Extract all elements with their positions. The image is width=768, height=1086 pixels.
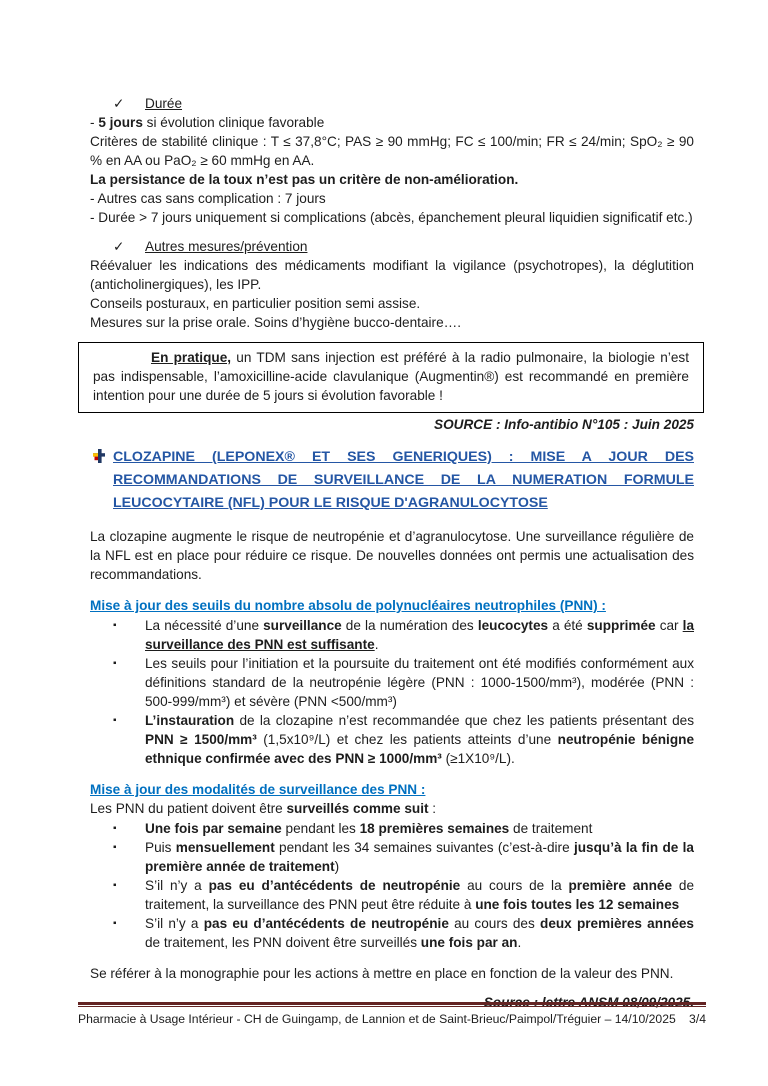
paragraph-reevaluer: Réévaluer les indications des médicaments modifiant la vigilance (psychotropes), la déglutition (anticholinergiques), les IPP. (90, 258, 694, 292)
square-bullet-icon: ▪ (113, 658, 117, 669)
text-run: mensuellement (175, 840, 275, 855)
list-item (113, 616, 695, 654)
text-run: supprimée (586, 618, 656, 633)
en-pratique-box (78, 342, 704, 413)
text-run: . (517, 935, 522, 950)
checkmark-icon: ✓ (113, 239, 125, 254)
list-item-text (145, 618, 694, 652)
text-run: (≥1X10⁹/L). (441, 751, 515, 766)
text-run: au cours des (448, 916, 541, 931)
spacer (90, 227, 694, 237)
text-run: S’il n’y a (145, 878, 209, 893)
text-run: S’il n’y a (145, 916, 204, 931)
text-run: 18 premières semaines (359, 821, 510, 836)
en-pratique-text (93, 348, 689, 405)
square-bullet-icon: ▪ (113, 842, 117, 853)
text-run: - (90, 115, 99, 130)
text-run: un TDM sans injection est préféré à la radio pulmonaire, la biologie n’est pas indispensable, l’amoxicilline-acide clavulanique (Augmentin®) est recommandé en première intention pour une durée de 5 jours si évolution favorable ! (93, 350, 689, 403)
paragraph-criteres-stabilite: Critères de stabilité clinique : T ≤ 37,8°C; PAS ≥ 90 mmHg; FC ≤ 100/min; FR ≤ 24/min; SpO₂ ≥ 90 % en AA ou PaO₂ ≥ 60 mmHg en AA. (90, 134, 694, 168)
text-run: de traitement (509, 821, 593, 836)
text-run: . (374, 637, 379, 652)
list-item (113, 838, 694, 876)
list-item-text (145, 713, 694, 766)
text-run: au cours de la (460, 878, 569, 893)
square-bullet-icon: ▪ (113, 823, 117, 834)
footer-page-number: 3/4 (689, 1012, 706, 1026)
text-run: car (655, 618, 683, 633)
text-run: de traitement, les PNN doivent être surveillés (145, 935, 421, 950)
paragraph-persistance-toux: La persistance de la toux n’est pas un critère de non-amélioration. (90, 172, 519, 187)
text-run: une fois toutes les 12 semaines (475, 897, 680, 912)
square-bullet-icon: ▪ (113, 880, 117, 891)
section-title-autres-mesures-label: Autres mesures/prévention (145, 239, 308, 254)
text-run: de la numération des (341, 618, 478, 633)
text-run: deux premières années (540, 916, 694, 931)
text-run: CLOZAPINE (LEPONEX® ET SES GENERIQUES) : MISE A JOUR DES RECOMMANDATIONS DE SURVEILLANCE DE LA NUMERATION FORMULE LEUCOCYTAIRE (NFL) POUR LE RISQUE D'AGRANULOCYTOSE (113, 449, 694, 511)
list-item (113, 914, 694, 952)
square-bullet-icon: ▪ (113, 620, 117, 631)
checkmark-icon: ✓ (113, 96, 125, 111)
footer-org-date: Pharmacie à Usage Intérieur - CH de Guingamp, de Lannion et de Saint-Brieuc/Paimpol/Tréguier – 14/10/2025 (78, 1012, 676, 1026)
section-title-autres-mesures (90, 237, 694, 256)
clozapine-intro: La clozapine augmente le risque de neutropénie et d’agranulocytose. Une surveillance régulière de la NFL est en place pour réduire ce risque. De nouvelles données ont permis une actualisation des recommandations. (90, 529, 694, 582)
text-run: surveillance (263, 618, 342, 633)
text-run: La nécessité d’une (145, 618, 264, 633)
text-run: Les seuils pour l’initiation et la poursuite du traitement ont été modifiés conformément aux définitions standard de la neutropénie légère (PNN : 1000-1500/mm³), modérée (PNN : 500-999/mm³) et sévère (PNN <500/mm³) (145, 656, 694, 709)
list-item (113, 711, 695, 768)
source-info-antibio: SOURCE : Info-antibio N°105 : Juin 2025 (434, 417, 694, 432)
text-run: une fois par an (420, 935, 518, 950)
text-run: leucocytes (477, 618, 549, 633)
text-run: a été (548, 618, 587, 633)
clozapine-outro: Se référer à la monographie pour les actions à mettre en place en fonction de la valeur des PNN. (90, 966, 674, 981)
spacer (90, 952, 694, 964)
list-item-text (145, 916, 694, 950)
paragraph-conseils-posturaux: Conseils posturaux, en particulier position semi assise. (90, 296, 421, 311)
text-run: neutropénie bénigne ethnique confirmée avec des PNN ≥ 1000/mm³ (145, 732, 695, 766)
text-run: En pratique, (151, 350, 232, 365)
list-seuils-pnn (90, 616, 694, 768)
text-run: pas eu d’antécédents de neutropénie (203, 916, 449, 931)
text-run: pas eu d’antécédents de neutropénie (208, 878, 461, 893)
text-run: 5 jours (98, 115, 143, 130)
colored-plus-bullet-icon (90, 446, 113, 469)
spacer (90, 515, 694, 527)
list-modalites-pnn (90, 819, 694, 952)
paragraph-duree-1 (90, 113, 694, 132)
source-ansm: Source : lettre ANSM 08/09/2025. (483, 995, 694, 1010)
paragraph-prise-orale: Mesures sur la prise orale. Soins d’hygiène bucco-dentaire…. (90, 315, 461, 330)
page-footer (78, 1002, 706, 1029)
clozapine-heading-text (113, 446, 694, 515)
section-title-duree-label: Durée (145, 96, 183, 111)
text-run: PNN ≥ 1500/mm³ (145, 732, 257, 747)
text-run: Puis (145, 840, 176, 855)
text-run: jusqu’à la fin de la première année de traitement (145, 840, 694, 874)
paragraph-autres-cas: - Autres cas sans complication : 7 jours (90, 191, 326, 206)
modalites-intro (90, 799, 694, 818)
text-run: de traitement, la surveillance des PNN peut être réduite à (145, 878, 694, 912)
text-run: première année (568, 878, 673, 893)
square-bullet-icon: ▪ (113, 715, 117, 726)
text-run: Une fois par semaine (145, 821, 282, 836)
footer-rule (78, 1002, 706, 1007)
square-bullet-icon: ▪ (113, 918, 117, 929)
text-run: pendant les (281, 821, 360, 836)
text-run: L’instauration (145, 713, 235, 728)
list-item (113, 819, 694, 838)
text-run: (1,5x10⁹/L) et chez les patients atteints d’une (256, 732, 558, 747)
section-title-duree (90, 94, 694, 113)
text-run: la surveillance des PNN est suffisante (145, 618, 695, 652)
list-item-text (145, 878, 694, 912)
subhead-modalites-pnn: Mise à jour des modalités de surveillance des PNN : (90, 782, 426, 797)
text-run: Les PNN du patient doivent être (90, 801, 287, 816)
list-item-text (145, 840, 694, 874)
text-run: ) (334, 859, 340, 874)
footer-text (78, 1010, 706, 1029)
list-item-text (145, 656, 694, 709)
list-item (113, 654, 694, 711)
text-run: de la clozapine n’est recommandée que chez les patients présentant des (234, 713, 694, 728)
text-run: : (428, 801, 437, 816)
list-item-text (145, 821, 592, 836)
paragraph-duree-complications: - Durée > 7 jours uniquement si complications (abcès, épanchement pleural liquidien significatif etc.) (90, 210, 693, 225)
text-run: surveillés comme suit (286, 801, 429, 816)
clozapine-heading (90, 446, 694, 515)
subhead-seuils-pnn: Mise à jour des seuils du nombre absolu de polynucléaires neutrophiles (PNN) : (90, 598, 606, 613)
text-run: si évolution clinique favorable (142, 115, 325, 130)
text-run: pendant les 34 semaines suivantes (c’est-à-dire (274, 840, 574, 855)
page-content (90, 94, 694, 1012)
list-item (113, 876, 694, 914)
